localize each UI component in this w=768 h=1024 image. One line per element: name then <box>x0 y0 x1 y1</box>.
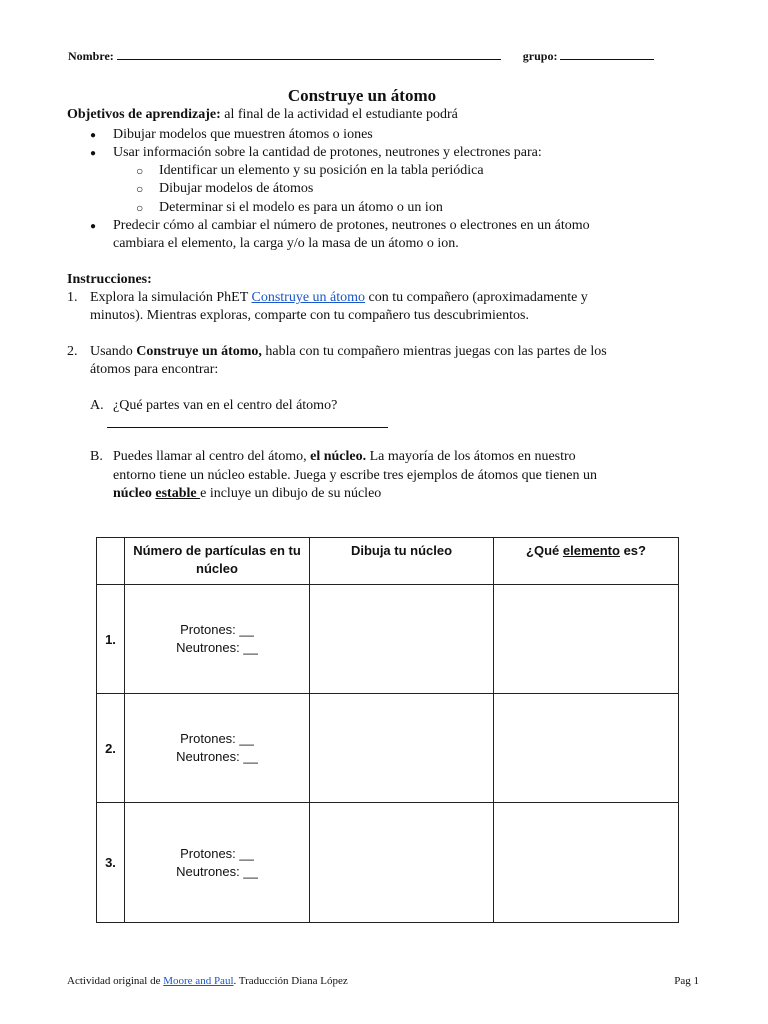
item-1-number: 1. <box>67 290 78 305</box>
header-element-post: es? <box>619 543 646 558</box>
sub-bullet-3 <box>136 199 443 218</box>
draw-nucleus-cell[interactable] <box>310 803 494 923</box>
particles-cell[interactable] <box>125 694 310 803</box>
page-title: Construye un átomo <box>287 86 437 105</box>
header-draw-nucleus: Dibuja tu núcleo <box>310 538 494 585</box>
bullet-2-text: Usar información sobre la cantidad de protones, neutrones y electrones para: <box>113 145 542 160</box>
circle-bullet-icon: ○ <box>136 182 144 196</box>
nombre-label: Nombre: <box>68 49 114 63</box>
table-header-row <box>97 538 679 585</box>
bullet-dot-icon: ● <box>90 221 97 232</box>
question-a-label: A. <box>90 398 104 413</box>
row-number: 1. <box>97 585 125 694</box>
question-a <box>90 397 338 415</box>
phet-sim-link[interactable]: Construye un átomo <box>251 290 366 305</box>
item-2-line2: átomos para encontrar: <box>90 362 219 377</box>
nombre-input-line[interactable] <box>117 49 501 60</box>
sub-bullet-3-text: Determinar si el modelo es para un átomo o un ion <box>159 200 443 215</box>
answer-a-line[interactable] <box>107 427 388 428</box>
instrucciones-heading: Instrucciones: <box>67 272 152 287</box>
header-empty-cell <box>97 538 125 585</box>
question-b-line3 <box>113 485 381 503</box>
element-answer-cell[interactable] <box>494 694 679 803</box>
bullet-3-text-line2: cambiara el elemento, la carga y/o la masa de un átomo o ion. <box>113 236 459 251</box>
element-answer-cell[interactable] <box>494 803 679 923</box>
row-number: 2. <box>97 694 125 803</box>
bullet-1-text: Dibujar modelos que muestren átomos o iones <box>113 127 373 142</box>
row-number: 3. <box>97 803 125 923</box>
question-b <box>90 448 576 466</box>
question-b-pre: Puedes llamar al centro del átomo, <box>113 449 311 464</box>
item-1-pre: Explora la simulación PhET <box>90 290 252 305</box>
draw-nucleus-cell[interactable] <box>310 585 494 694</box>
circle-bullet-icon: ○ <box>136 164 144 178</box>
protones-text: Protones: __ <box>180 622 254 637</box>
item-2-pre: Usando <box>90 344 137 359</box>
particles-cell[interactable] <box>125 585 310 694</box>
question-b-bold: el núcleo. <box>310 449 367 464</box>
name-group-row <box>68 49 654 64</box>
item-1-line2: minutos). Mientras exploras, comparte con tu compañero tus descubrimientos. <box>90 308 529 323</box>
protones-text: Protones: __ <box>180 845 254 861</box>
header-element-pre: ¿Qué <box>526 543 563 558</box>
nucleo-bold: núcleo <box>113 486 156 501</box>
protones-text: Protones: __ <box>180 731 254 746</box>
sub-bullet-2 <box>136 180 314 199</box>
footer-credit <box>67 975 348 987</box>
instruction-item-1 <box>67 289 588 307</box>
sub-bullet-1 <box>136 162 484 181</box>
bullet-2 <box>90 144 542 163</box>
item-2-post: habla con tu compañero mientras juegas con las partes de los <box>261 344 607 359</box>
draw-nucleus-cell[interactable] <box>310 694 494 803</box>
sub-bullet-1-text: Identificar un elemento y su posición en la tabla periódica <box>159 163 484 178</box>
question-b-line3-post: e incluye un dibujo de su núcleo <box>200 486 382 501</box>
question-b-label: B. <box>90 449 103 464</box>
moore-paul-link[interactable]: Moore and Paul <box>163 975 234 987</box>
bullet-3-text-line1: Predecir cómo al cambiar el número de protones, neutrones o electrones en un átomo <box>113 218 590 233</box>
estable-bold-underline: estable <box>155 486 201 501</box>
objetivos-line <box>67 106 458 124</box>
sub-bullet-2-text: Dibujar modelos de átomos <box>159 181 314 196</box>
item-2-bold: Construye un átomo, <box>136 344 262 359</box>
bullet-dot-icon: ● <box>90 130 97 141</box>
bullet-3 <box>90 217 590 236</box>
neutrones-text: Neutrones: __ <box>176 640 258 655</box>
footer-credit-post: . Traducción Diana López <box>233 975 348 987</box>
grupo-label: grupo: <box>522 49 558 63</box>
item-2-number: 2. <box>67 344 78 359</box>
question-b-line2: entorno tiene un núcleo estable. Juega y escribe tres ejemplos de átomos que tienen un <box>113 468 598 483</box>
neutrones-text: Neutrones: __ <box>176 863 258 879</box>
circle-bullet-icon: ○ <box>136 201 144 215</box>
header-particles: Número de partículas en tu núcleo <box>125 538 310 585</box>
objetivos-intro: al final de la actividad el estudiante podrá <box>220 107 458 122</box>
table-row <box>97 694 679 803</box>
instruction-item-2 <box>67 343 607 361</box>
footer-credit-pre: Actividad original de <box>67 975 164 987</box>
bullet-1 <box>90 126 373 145</box>
item-1-post: con tu compañero (aproximadamente y <box>365 290 588 305</box>
question-a-text: ¿Qué partes van en el centro del átomo? <box>113 398 338 413</box>
nucleus-table <box>96 537 679 923</box>
grupo-input-line[interactable] <box>560 49 654 60</box>
header-element-underlined: elemento <box>562 543 620 558</box>
header-element <box>494 538 679 585</box>
bullet-dot-icon: ● <box>90 148 97 159</box>
question-b-post: La mayoría de los átomos en nuestro <box>366 449 576 464</box>
table-row <box>97 803 679 923</box>
neutrones-text: Neutrones: __ <box>176 749 258 764</box>
table-row <box>97 585 679 694</box>
objetivos-label: Objetivos de aprendizaje: <box>67 107 221 122</box>
particles-cell[interactable] <box>125 803 310 923</box>
page-number: Pag 1 <box>674 975 699 987</box>
element-answer-cell[interactable] <box>494 585 679 694</box>
